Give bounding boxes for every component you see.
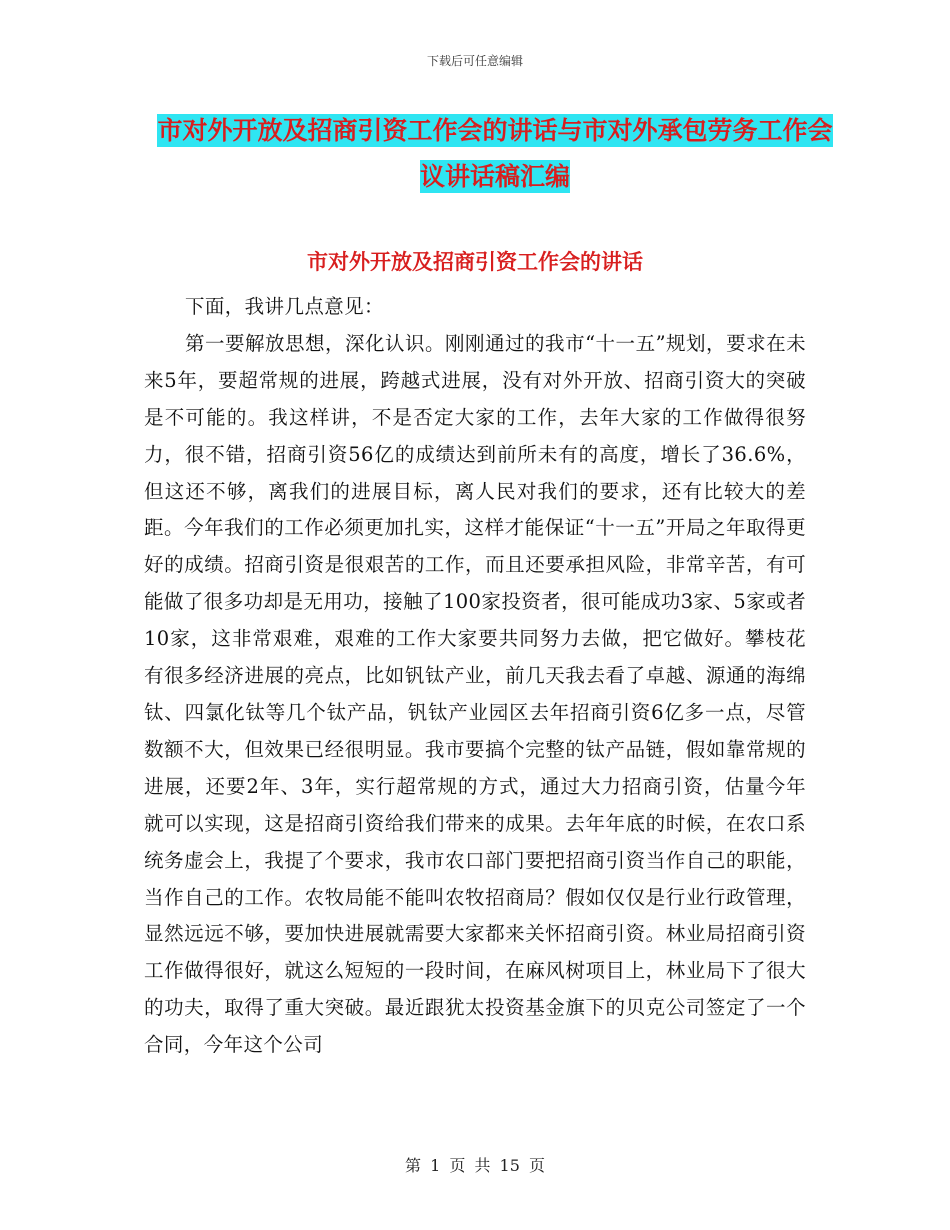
body-paragraph: 第一要解放思想，深化认识。刚刚通过的我市“十一五”规划，要求在未来5年，要超常规的进展，跨越式进展，没有对外开放、招商引资大的突破是不可能的。我这样讲，不是否定大家的工作，去年大家的工作做得很努力，很不错，招商引资56亿的成绩达到前所未有的高度，增长了36.6%，但这还不够，离我们的进展目标，离人民对我们的要求，还有比较大的差距。今年我们的工作必须更加扎实，这样才能保证“十一五”开局之年取得更好的成绩。招商引资是很艰苦的工作，而且还要承担风险，非常辛苦，有可能做了很多功却是无用功，接触了100家投资者，很可能成功3家、5家或者10家，这非常艰难，艰难的工作大家要共同努力去做，把它做好。攀枝花有很多经济进展的亮点，比如钒钛产业，前几天我去看了卓越、源通的海绵钛、四氯化钛等几个钛产品，钒钛产业园区去年招商引资6亿多一点，尽管数额不大，但效果已经很明显。我市要搞个完整的钛产品链，假如靠常规的进展，还要2年、3年，实行超常规的方式，通过大力招商引资，估量今年就可以实现，这是招商引资给我们带来的成果。去年年底的时候，在农口系统务虚会上，我提了个要求，我市农口部门要把招商引资当作自己的职能，当作自己的工作。农牧局能不能叫农牧招商局？假如仅仅是行业行政管理，显然远远不够，要加快进展就需要大家都来关怀招商引资。林业局招商引资工作做得很好，就这么短短的一段时间，在麻风树项目上，林业局下了很大的功夫，取得了重大突破。最近跟犹太投资基金旗下的贝克公司签定了一个合同，今年这个公司 bbox=[144, 331, 806, 1057]
document-body bbox=[144, 289, 806, 1064]
document-title bbox=[150, 108, 840, 200]
page-number-footer: 第 1 页 共 15 页 bbox=[405, 1156, 545, 1175]
section-title: 市对外开放及招商引资工作会的讲话 bbox=[307, 249, 643, 274]
document-title-text: 市对外开放及招商引资工作会的讲话与市对外承包劳务工作会议讲话稿汇编 bbox=[157, 116, 833, 191]
page-header-note: 下载后可任意编辑 bbox=[426, 54, 523, 68]
body-paragraph: 下面，我讲几点意见： bbox=[184, 295, 384, 318]
